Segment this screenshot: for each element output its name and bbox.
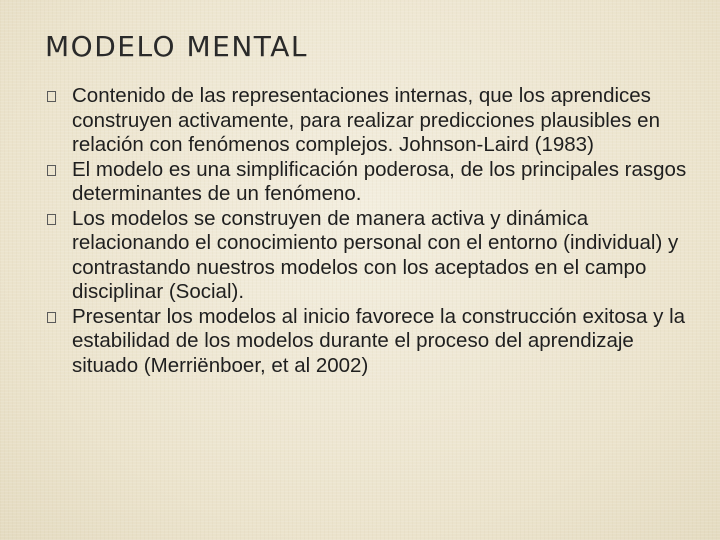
bullet-text: Contenido de las representaciones internas, que los aprendices construyen activamente, para realizar predicciones plausibles en relación con fenómenos complejos. Johnson-Laird (1983) bbox=[72, 84, 660, 156]
bullet-list bbox=[47, 84, 697, 378]
bullet-text: Presentar los modelos al inicio favorece la construcción exitosa y la estabilidad de los modelos durante el proceso del aprendizaje situado (Merriënboer, et al 2002) bbox=[72, 304, 686, 377]
empty-square-icon bbox=[47, 214, 56, 225]
bullet-item bbox=[47, 158, 697, 207]
empty-square-icon bbox=[47, 312, 56, 323]
empty-square-icon bbox=[47, 91, 56, 102]
slide-title: MODELO MENTAL bbox=[45, 30, 308, 63]
bullet-item bbox=[47, 305, 697, 379]
bullet-item bbox=[47, 207, 697, 305]
empty-square-icon bbox=[47, 165, 56, 176]
bullet-text: El modelo es una simplificación poderosa, de los principales rasgos determinantes de un fenómeno. bbox=[72, 157, 687, 205]
bullet-item bbox=[47, 84, 697, 158]
bullet-text: Los modelos se construyen de manera activa y dinámica relacionando el conocimiento personal con el entorno (individual) y contrastando nuestros modelos con los aceptados en el campo disciplinar (Social). bbox=[72, 206, 679, 303]
